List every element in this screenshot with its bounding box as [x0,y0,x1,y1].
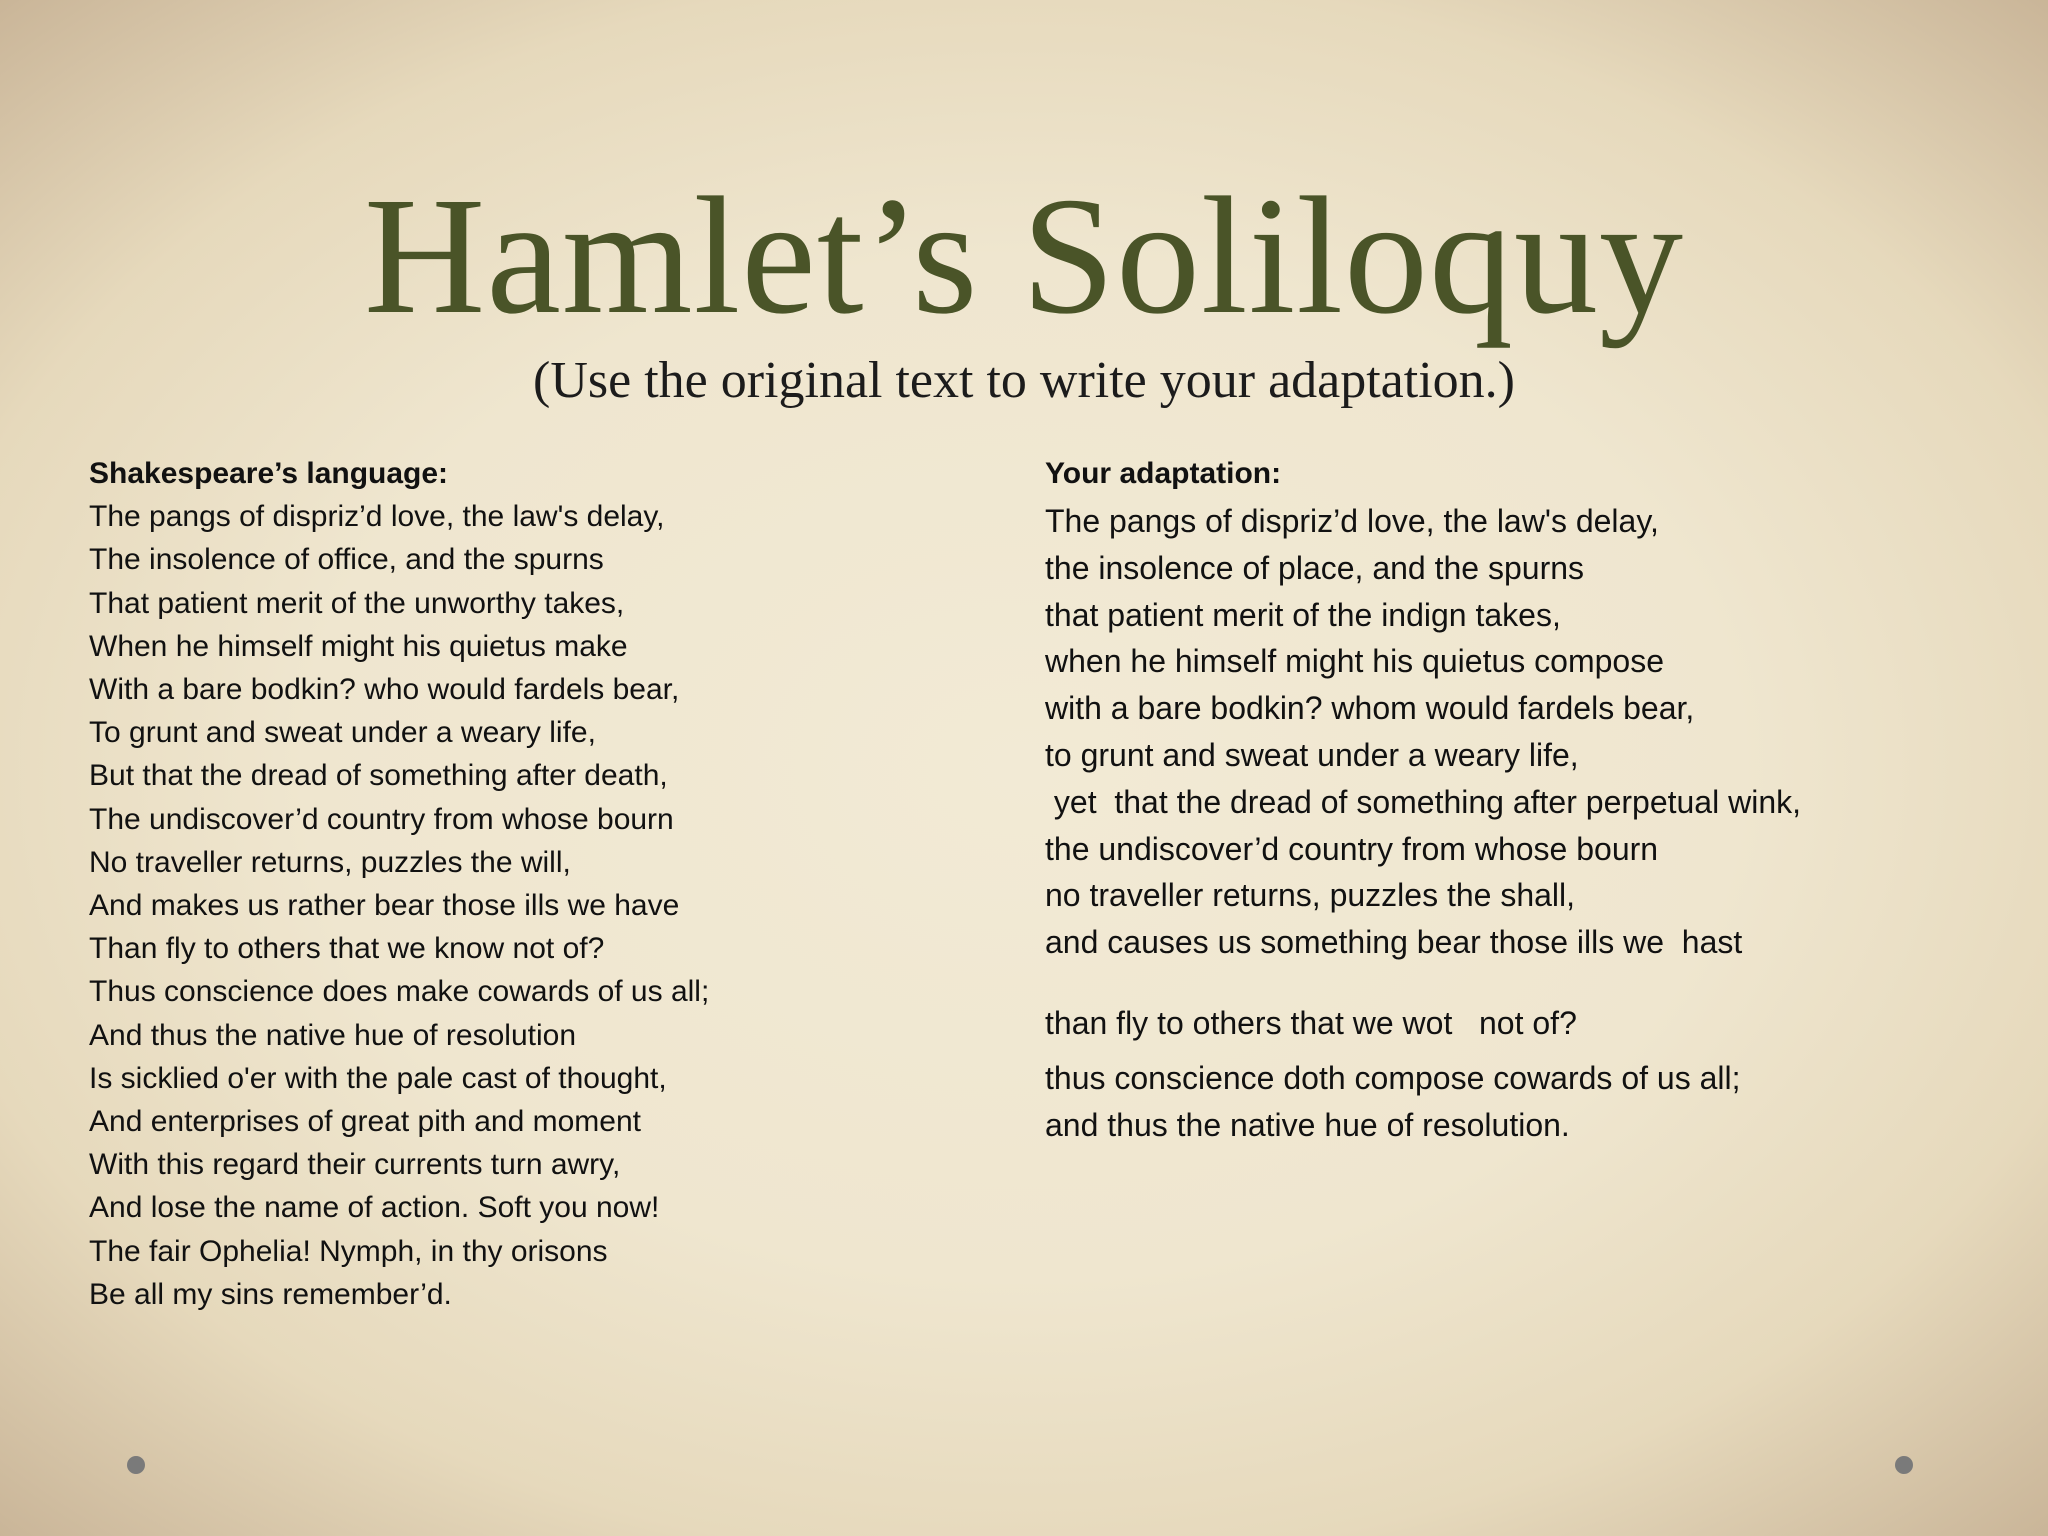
original-line: The insolence of office, and the spurns [89,543,604,577]
original-line: And enterprises of great pith and moment [89,1105,641,1139]
original-line: Thus conscience does make cowards of us all; [89,975,710,1009]
original-line: That patient merit of the unworthy takes, [89,586,625,620]
original-line: And makes us rather bear those ills we have [89,889,680,923]
adaptation-line: The pangs of dispriz’d love, the law's delay, [1045,503,1659,539]
original-line: With this regard their currents turn awry, [89,1148,621,1182]
original-line: The fair Ophelia! Nymph, in thy orisons [89,1234,608,1268]
original-line: Be all my sins remember’d. [89,1277,452,1311]
original-line: The pangs of dispriz’d love, the law's delay, [89,500,665,534]
original-line: Than fly to others that we know not of? [89,932,605,966]
adaptation-line: yet that the dread of something after perpetual wink, [1045,783,1801,820]
slide-title: Hamlet’s Soliloquy [364,163,1684,349]
original-line: No traveller returns, puzzles the will, [89,845,571,879]
decorative-dot-right [1895,1456,1913,1474]
adaptation-line: than fly to others that we wot not of? [1045,1004,1577,1041]
adaptation-text-column [1045,452,1801,1148]
adaptation-line: that patient merit of the indign takes, [1045,596,1561,633]
shakespeare-heading: Shakespeare’s language: [89,457,449,490]
adaptation-line: when he himself might his quietus compose [1045,643,1664,680]
adaptation-line: no traveller returns, puzzles the shall, [1045,877,1576,914]
original-line: And thus the native hue of resolution [89,1018,577,1052]
adaptation-line: and causes us something bear those ills we hast [1045,924,1743,961]
original-line: When he himself might his quietus make [89,629,628,663]
adaptation-line: the undiscover’d country from whose bourn [1045,830,1659,867]
adaptation-line: the insolence of place, and the spurns [1045,549,1585,586]
original-line: And lose the name of action. Soft you now! [89,1191,660,1225]
original-line: Is sicklied o'er with the pale cast of thought, [89,1061,667,1095]
adaptation-line: thus conscience doth compose cowards of us all; [1045,1059,1741,1096]
adaptation-line: and thus the native hue of resolution. [1045,1106,1570,1143]
decorative-dot-left [127,1456,145,1474]
slide-subtitle: (Use the original text to write your adaptation.) [533,352,1515,409]
original-line: With a bare bodkin? who would fardels bear, [89,673,680,707]
shakespeare-text-column [89,452,709,1316]
adaptation-heading: Your adaptation: [1045,457,1282,490]
original-line: But that the dread of something after death, [89,759,668,793]
adaptation-line: to grunt and sweat under a weary life, [1045,736,1579,773]
original-line: The undiscover’d country from whose bourn [89,802,674,836]
original-line: To grunt and sweat under a weary life, [89,716,596,750]
adaptation-line: with a bare bodkin? whom would fardels bear, [1045,690,1695,727]
